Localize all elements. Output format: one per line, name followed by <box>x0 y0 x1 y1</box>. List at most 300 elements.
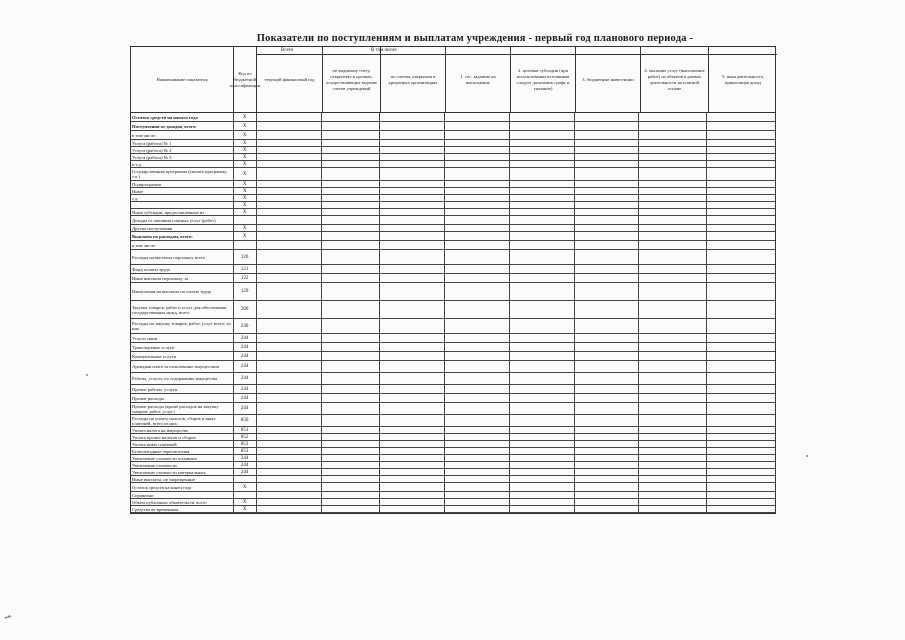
value-cell <box>445 462 510 468</box>
row-label: Коммунальные услуги <box>131 352 234 360</box>
value-cell <box>575 283 640 300</box>
value-cell <box>575 301 640 318</box>
value-cell <box>510 113 575 121</box>
value-cell <box>322 202 380 208</box>
header-col-2: по счетам, открытым в кредитных организациях <box>381 47 446 112</box>
table-row <box>131 476 775 483</box>
value-cell <box>257 427 323 433</box>
value-cell <box>575 403 640 414</box>
row-label: Остаток средств на конец года <box>131 483 234 491</box>
value-cell <box>257 492 323 498</box>
row-label: Средства во временном <box>131 506 234 512</box>
value-cell <box>510 492 575 498</box>
value-cell <box>510 161 575 167</box>
value-cell <box>380 352 445 360</box>
row-code <box>234 476 257 482</box>
value-cell <box>322 427 380 433</box>
value-cell <box>707 161 775 167</box>
value-cell <box>445 241 510 249</box>
header-col-7: 5. иная деятельность, приносящая доход <box>722 73 764 85</box>
row-code: X <box>234 202 257 208</box>
value-cell <box>445 319 510 333</box>
value-cell <box>257 448 323 454</box>
table-row <box>131 113 775 122</box>
value-cell <box>257 476 323 482</box>
value-cell <box>707 131 775 139</box>
value-cell <box>575 343 640 351</box>
value-cell <box>322 415 380 426</box>
value-cell <box>639 225 707 231</box>
table-row <box>131 373 775 385</box>
value-cell <box>445 195 510 201</box>
value-cell <box>510 265 575 273</box>
value-cell <box>322 122 380 130</box>
value-cell <box>707 241 775 249</box>
value-cell <box>257 241 323 249</box>
value-cell <box>380 232 445 240</box>
value-cell <box>575 113 640 121</box>
value-cell <box>707 225 775 231</box>
header-group-incl: В том числе <box>371 48 397 53</box>
row-label: Услуги связи <box>131 334 234 342</box>
value-cell <box>639 462 707 468</box>
value-cell <box>445 373 510 384</box>
value-cell <box>575 140 640 146</box>
value-cell <box>639 352 707 360</box>
value-cell <box>445 154 510 160</box>
value-cell <box>257 265 323 273</box>
value-cell <box>639 361 707 372</box>
value-cell <box>707 209 775 215</box>
value-cell <box>257 499 323 505</box>
table-row <box>131 225 775 232</box>
value-cell <box>510 131 575 139</box>
value-cell <box>510 469 575 475</box>
value-cell <box>575 499 640 505</box>
value-cell <box>257 319 323 333</box>
row-code: 244 <box>234 361 257 372</box>
row-label: Безвозмездные перечисления <box>131 448 234 454</box>
value-cell <box>445 274 510 282</box>
value-cell <box>445 385 510 393</box>
value-cell <box>575 122 640 130</box>
table-row <box>131 361 775 373</box>
value-cell <box>257 462 323 468</box>
value-cell <box>380 122 445 130</box>
value-cell <box>322 140 380 146</box>
value-cell <box>707 415 775 426</box>
value-cell <box>380 455 445 461</box>
table-row <box>131 434 775 441</box>
value-cell <box>445 265 510 273</box>
value-cell <box>257 301 323 318</box>
value-cell <box>707 373 775 384</box>
value-cell <box>575 506 640 512</box>
value-cell <box>445 361 510 372</box>
value-cell <box>322 319 380 333</box>
value-cell <box>322 241 380 249</box>
value-cell <box>257 274 323 282</box>
value-cell <box>639 403 707 414</box>
value-cell <box>707 506 775 512</box>
value-cell <box>380 469 445 475</box>
value-cell <box>575 476 640 482</box>
row-label <box>131 202 234 208</box>
value-cell <box>257 154 323 160</box>
row-label: Иные выплаты, не запрещенные <box>131 476 234 482</box>
value-cell <box>639 476 707 482</box>
value-cell <box>380 361 445 372</box>
value-cell <box>510 202 575 208</box>
value-cell <box>445 499 510 505</box>
row-code: 851 <box>234 427 257 433</box>
value-cell <box>510 225 575 231</box>
value-cell <box>445 334 510 342</box>
value-cell <box>445 394 510 402</box>
value-cell <box>322 469 380 475</box>
value-cell <box>322 188 380 194</box>
value-cell <box>510 441 575 447</box>
value-cell <box>707 319 775 333</box>
row-label: Выплаты по расходам, всего: <box>131 232 234 240</box>
value-cell <box>322 492 380 498</box>
value-cell <box>639 483 707 491</box>
value-cell <box>510 209 575 215</box>
row-code <box>234 241 257 249</box>
row-label: Уплата налога на имущество <box>131 427 234 433</box>
value-cell <box>510 462 575 468</box>
table-row <box>131 483 775 492</box>
value-cell <box>575 352 640 360</box>
value-cell <box>257 131 323 139</box>
table-row <box>131 506 775 513</box>
table-row <box>131 441 775 448</box>
value-cell <box>380 492 445 498</box>
value-cell <box>322 352 380 360</box>
value-cell <box>575 274 640 282</box>
value-cell <box>707 265 775 273</box>
value-cell <box>707 202 775 208</box>
header-group-total: Всего <box>281 48 294 53</box>
value-cell <box>445 483 510 491</box>
value-cell <box>510 250 575 264</box>
row-label: Фонд оплаты труда <box>131 265 234 273</box>
value-cell <box>445 434 510 440</box>
value-cell <box>257 469 323 475</box>
table-row <box>131 131 775 140</box>
value-cell <box>707 181 775 187</box>
value-cell <box>257 403 323 414</box>
value-cell <box>575 455 640 461</box>
value-cell <box>707 434 775 440</box>
table-row <box>131 455 775 462</box>
value-cell <box>707 168 775 180</box>
table-row <box>131 301 775 319</box>
value-cell <box>707 403 775 414</box>
row-code: 244 <box>234 385 257 393</box>
value-cell <box>510 394 575 402</box>
value-cell <box>445 113 510 121</box>
header-col-4: 2. целевые субсидии (при использовании источников следует дополнить графу и указание) <box>511 47 576 112</box>
value-cell <box>639 265 707 273</box>
header-col-1: по видимому счету, открытому в органах, осуществляющих ведение счетов учреждений <box>323 47 381 112</box>
value-cell <box>322 334 380 342</box>
value-cell <box>510 361 575 372</box>
value-cell <box>380 334 445 342</box>
row-label: Услуга (работа) № 1 <box>131 140 234 146</box>
value-cell <box>445 168 510 180</box>
value-cell <box>257 385 323 393</box>
value-cell <box>445 250 510 264</box>
value-cell <box>575 265 640 273</box>
value-cell <box>707 492 775 498</box>
value-cell <box>510 476 575 482</box>
row-code: X <box>234 161 257 167</box>
value-cell <box>510 415 575 426</box>
value-cell <box>380 147 445 153</box>
row-code: 244 <box>234 403 257 414</box>
value-cell <box>445 476 510 482</box>
value-cell <box>380 168 445 180</box>
value-cell <box>510 301 575 318</box>
row-label: и т.д. <box>131 161 234 167</box>
value-cell <box>380 427 445 433</box>
row-code: 244 <box>234 334 257 342</box>
table-row <box>131 343 775 352</box>
table-row <box>131 241 775 250</box>
value-cell <box>380 181 445 187</box>
row-label: Транспортные услуги <box>131 343 234 351</box>
value-cell <box>380 462 445 468</box>
value-cell <box>575 202 640 208</box>
row-label: Закупка товаров, работ и услуг для обеспечения государственных нужд, всего <box>131 301 234 318</box>
row-label: в том числе: <box>131 241 234 249</box>
row-code: 850 <box>234 415 257 426</box>
value-cell <box>639 122 707 130</box>
value-cell <box>707 113 775 121</box>
value-cell <box>257 113 323 121</box>
value-cell <box>510 241 575 249</box>
row-label: Увеличение стоимости <box>131 462 234 468</box>
value-cell <box>639 209 707 215</box>
value-cell <box>639 415 707 426</box>
value-cell <box>322 265 380 273</box>
value-cell <box>445 427 510 433</box>
value-cell <box>575 415 640 426</box>
value-cell <box>639 373 707 384</box>
value-cell <box>380 225 445 231</box>
value-cell <box>445 232 510 240</box>
value-cell <box>707 441 775 447</box>
value-cell <box>707 122 775 130</box>
value-cell <box>575 492 640 498</box>
value-cell <box>380 265 445 273</box>
value-cell <box>257 232 323 240</box>
table-row <box>131 181 775 188</box>
value-cell <box>445 415 510 426</box>
value-cell <box>639 147 707 153</box>
value-cell <box>322 394 380 402</box>
table-row <box>131 352 775 361</box>
value-cell <box>707 476 775 482</box>
table-row <box>131 188 775 195</box>
value-cell <box>322 147 380 153</box>
value-cell <box>510 427 575 433</box>
value-cell <box>575 250 640 264</box>
value-cell <box>322 448 380 454</box>
value-cell <box>575 241 640 249</box>
row-code: 244 <box>234 343 257 351</box>
value-cell <box>257 147 323 153</box>
value-cell <box>445 455 510 461</box>
value-cell <box>257 343 323 351</box>
value-cell <box>510 319 575 333</box>
value-cell <box>380 140 445 146</box>
row-code: X <box>234 209 257 215</box>
value-cell <box>510 140 575 146</box>
value-cell <box>322 476 380 482</box>
row-label: Расходы на закупку товаров, работ, услуг всего: из них <box>131 319 234 333</box>
value-cell <box>322 343 380 351</box>
value-cell <box>322 403 380 414</box>
value-cell <box>707 301 775 318</box>
table-row <box>131 232 775 241</box>
row-code: X <box>234 122 257 130</box>
row-code: 122 <box>234 274 257 282</box>
value-cell <box>257 434 323 440</box>
value-cell <box>575 427 640 433</box>
value-cell <box>257 250 323 264</box>
value-cell <box>575 361 640 372</box>
value-cell <box>322 232 380 240</box>
value-cell <box>380 506 445 512</box>
value-cell <box>510 274 575 282</box>
value-cell <box>639 448 707 454</box>
margin-mark: ⇝ <box>2 611 13 624</box>
value-cell <box>510 181 575 187</box>
table-row <box>131 147 775 154</box>
row-code: X <box>234 232 257 240</box>
value-cell <box>322 441 380 447</box>
value-cell <box>639 181 707 187</box>
value-cell <box>322 301 380 318</box>
value-cell <box>510 232 575 240</box>
row-code: X <box>234 131 257 139</box>
value-cell <box>257 352 323 360</box>
value-cell <box>380 394 445 402</box>
value-cell <box>707 385 775 393</box>
value-cell <box>575 319 640 333</box>
row-label: Другие поступления <box>131 225 234 231</box>
row-label: Прочие работы, услуги <box>131 385 234 393</box>
value-cell <box>707 274 775 282</box>
table-row <box>131 469 775 476</box>
row-label: Услуга (работа) № 3 <box>131 154 234 160</box>
row-code: X <box>234 483 257 491</box>
value-cell <box>510 216 575 224</box>
value-cell <box>639 394 707 402</box>
value-cell <box>639 113 707 121</box>
value-cell <box>510 168 575 180</box>
row-code: X <box>234 181 257 187</box>
value-cell <box>445 403 510 414</box>
value-cell <box>380 241 445 249</box>
value-cell <box>510 385 575 393</box>
table-row <box>131 140 775 147</box>
value-cell <box>510 455 575 461</box>
row-label: Иные субсидии, предоставленные из <box>131 209 234 215</box>
header-col-6: 4. оказание услуг (выполнение работ) из объемов в рамках деятельности на платной основе <box>641 47 709 112</box>
row-label: Остаток средств на начало года <box>131 113 234 121</box>
value-cell <box>639 195 707 201</box>
value-cell <box>322 161 380 167</box>
value-cell <box>510 283 575 300</box>
value-cell <box>322 483 380 491</box>
value-cell <box>380 131 445 139</box>
value-cell <box>322 113 380 121</box>
value-cell <box>257 394 323 402</box>
value-cell <box>445 188 510 194</box>
value-cell <box>257 195 323 201</box>
value-cell <box>322 195 380 201</box>
row-code: 244 <box>234 373 257 384</box>
value-cell <box>639 241 707 249</box>
value-cell <box>322 274 380 282</box>
table-row <box>131 385 775 394</box>
value-cell <box>257 181 323 187</box>
value-cell <box>322 434 380 440</box>
row-code <box>234 492 257 498</box>
row-label: Поступления от доходов, всего: <box>131 122 234 130</box>
value-cell <box>639 202 707 208</box>
value-cell <box>575 147 640 153</box>
value-cell <box>445 506 510 512</box>
value-cell <box>575 154 640 160</box>
row-label: Арендная плата за пользование имуществом <box>131 361 234 372</box>
value-cell <box>639 427 707 433</box>
row-label: Иные выплаты персоналу, за <box>131 274 234 282</box>
table-row <box>131 209 775 216</box>
value-cell <box>445 181 510 187</box>
value-cell <box>380 301 445 318</box>
value-cell <box>510 373 575 384</box>
value-cell <box>707 343 775 351</box>
value-cell <box>380 195 445 201</box>
value-cell <box>510 434 575 440</box>
value-cell <box>322 455 380 461</box>
value-cell <box>380 403 445 414</box>
value-cell <box>257 441 323 447</box>
value-cell <box>707 147 775 153</box>
header-total: текущий финансовый год <box>257 47 323 112</box>
value-cell <box>380 343 445 351</box>
row-label: Увеличение стоимости материальных <box>131 469 234 475</box>
value-cell <box>510 195 575 201</box>
value-cell <box>257 122 323 130</box>
header-code: Код по бюджетной классификации <box>234 47 257 112</box>
table-row <box>131 122 775 131</box>
row-label: Доходы от оказания платных услуг (работ) <box>131 216 234 224</box>
table-row <box>131 265 775 274</box>
row-label: Справочно: <box>131 492 234 498</box>
value-cell <box>380 373 445 384</box>
value-cell <box>380 283 445 300</box>
value-cell <box>575 131 640 139</box>
value-cell <box>445 441 510 447</box>
value-cell <box>707 499 775 505</box>
row-label: Работы, услуги, по содержанию имущества <box>131 373 234 384</box>
row-label: Объем публичных обязательств, всего <box>131 499 234 505</box>
